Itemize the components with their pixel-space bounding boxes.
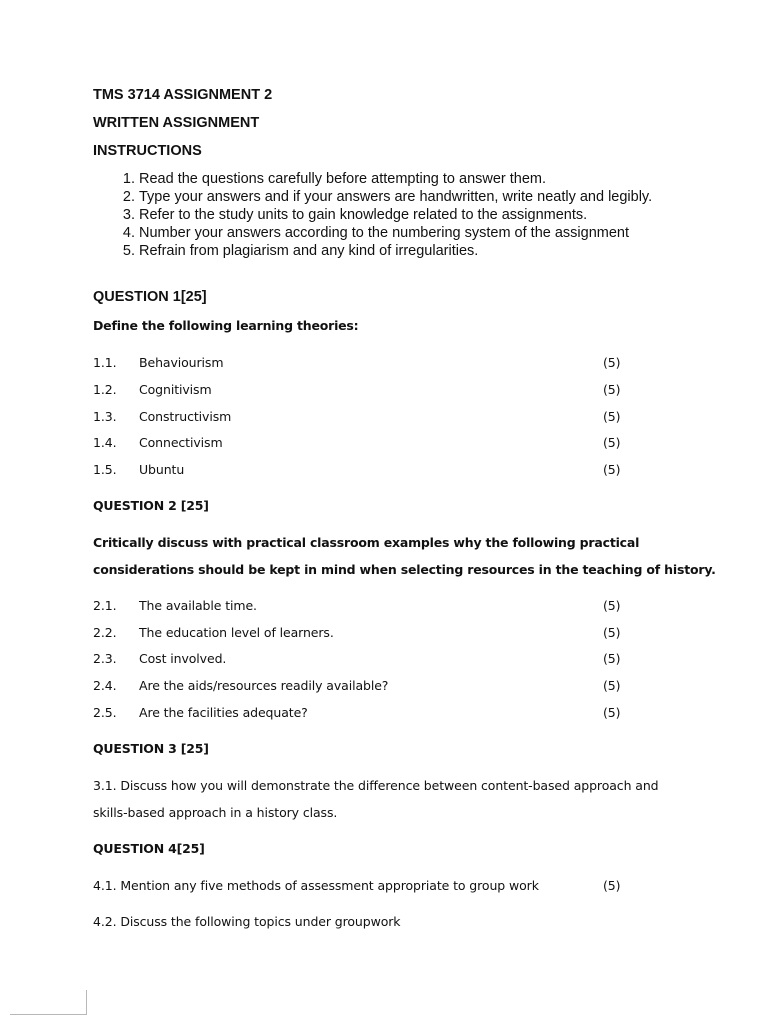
item-number: 1.2. <box>93 382 117 397</box>
document-title: TMS 3714 ASSIGNMENT 2 <box>93 87 273 103</box>
instruction-item: 5. Refrain from plagiarism and any kind of irregularities. <box>139 242 759 260</box>
item-text: Connectivism <box>139 435 223 450</box>
item-number: 1.1. <box>93 355 117 370</box>
item-number: 2.1. <box>93 598 117 613</box>
item-marks: (5) <box>603 651 621 666</box>
question-2-prompt-line-2: considerations should be kept in mind when selecting resources in the teaching of history. <box>93 562 716 577</box>
question-1-prompt: Define the following learning theories: <box>93 318 359 333</box>
item-marks: (5) <box>603 705 621 720</box>
instruction-item: 4. Number your answers according to the numbering system of the assignment <box>139 224 759 242</box>
question-3-heading: QUESTION 3 [25] <box>93 741 209 756</box>
item-marks: (5) <box>603 878 621 893</box>
item-marks: (5) <box>603 462 621 477</box>
item-number: 2.4. <box>93 678 117 693</box>
question-1-heading: QUESTION 1[25] <box>93 289 207 305</box>
item-number: 1.3. <box>93 409 117 424</box>
document-subtitle: WRITTEN ASSIGNMENT <box>93 115 260 131</box>
item-text: The available time. <box>139 598 257 613</box>
item-text: The education level of learners. <box>139 625 334 640</box>
instruction-item: 1. Read the questions carefully before attempting to answer them. <box>139 170 759 188</box>
item-marks: (5) <box>603 435 621 450</box>
instructions-list <box>93 170 759 260</box>
item-number: 2.2. <box>93 625 117 640</box>
instructions-heading: INSTRUCTIONS <box>93 143 202 159</box>
item-number: 2.3. <box>93 651 117 666</box>
item-text: Are the facilities adequate? <box>139 705 308 720</box>
item-text: Cognitivism <box>139 382 212 397</box>
item-marks: (5) <box>603 625 621 640</box>
item-marks: (5) <box>603 355 621 370</box>
question-3-text-line-1: 3.1. Discuss how you will demonstrate the difference between content-based approach and <box>93 778 659 793</box>
item-text: Behaviourism <box>139 355 224 370</box>
item-number: 2.5. <box>93 705 117 720</box>
item-number: 1.4. <box>93 435 117 450</box>
instruction-item: 2. Type your answers and if your answers are handwritten, write neatly and legibly. <box>139 188 759 206</box>
question-4-heading: QUESTION 4[25] <box>93 841 205 856</box>
question-4-item-2: 4.2. Discuss the following topics under groupwork <box>93 914 401 929</box>
question-4-item-1: 4.1. Mention any five methods of assessment appropriate to group work <box>93 878 539 893</box>
instruction-item: 3. Refer to the study units to gain knowledge related to the assignments. <box>139 206 759 224</box>
question-2-heading: QUESTION 2 [25] <box>93 498 209 513</box>
item-number: 1.5. <box>93 462 117 477</box>
item-text: Are the aids/resources readily available? <box>139 678 389 693</box>
question-3-text-line-2: skills-based approach in a history class. <box>93 805 338 820</box>
item-marks: (5) <box>603 598 621 613</box>
item-marks: (5) <box>603 678 621 693</box>
item-text: Cost involved. <box>139 651 227 666</box>
item-text: Ubuntu <box>139 462 185 477</box>
question-2-prompt-line-1: Critically discuss with practical classroom examples why the following practical <box>93 535 640 550</box>
page-corner-mark <box>10 990 87 1015</box>
item-text: Constructivism <box>139 409 232 424</box>
item-marks: (5) <box>603 409 621 424</box>
item-marks: (5) <box>603 382 621 397</box>
